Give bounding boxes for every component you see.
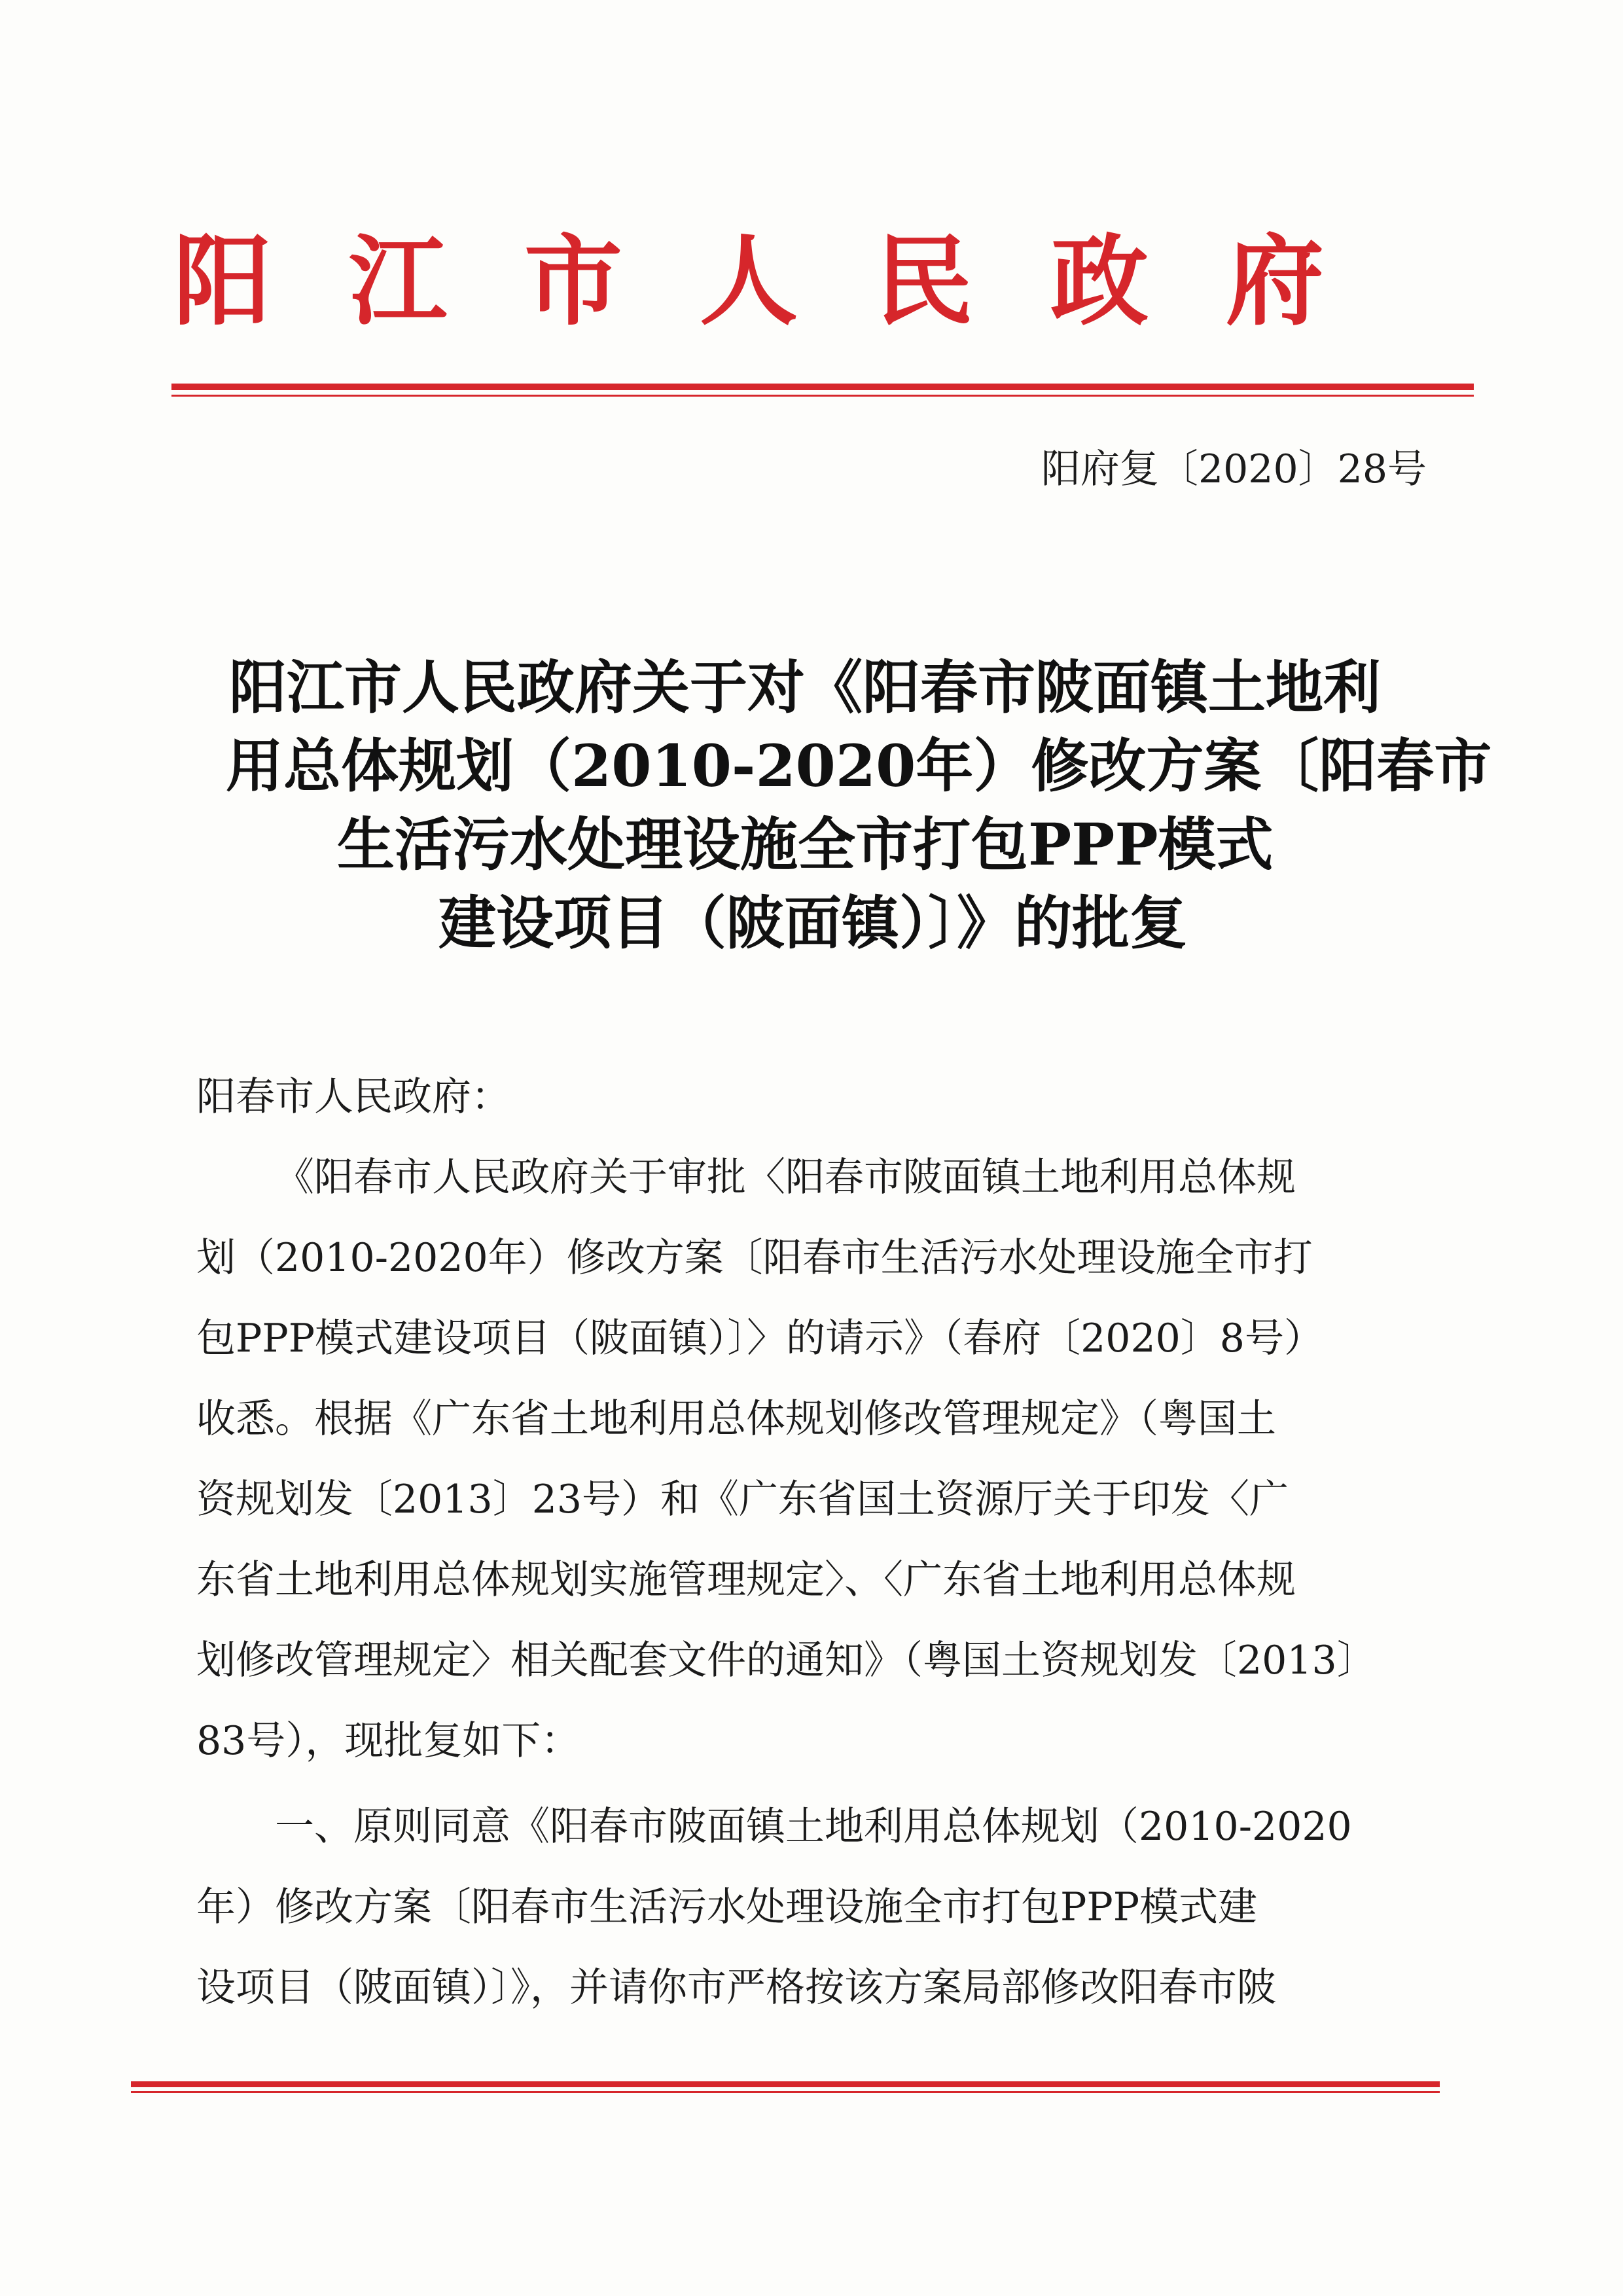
paragraph-line: 资规划发〔2013〕23号）和《广东省国土资源厅关于印发〈广 <box>196 1477 1289 1522</box>
paragraph-line: 年）修改方案〔阳春市生活污水处理设施全市打包PPP模式建 <box>196 1884 1258 1930</box>
paragraph-line: 设项目（陂面镇）〕》，并请你市严格按该方案局部修改阳春市陂 <box>196 1965 1276 2011</box>
masthead-red-rule-thin <box>171 395 1474 397</box>
paragraph-2 <box>196 1787 1427 2028</box>
title-line: 建设项目（陂面镇）〕》的批复 <box>438 889 1188 957</box>
paragraph-1 <box>196 1138 1427 1782</box>
paragraph-line: 划（2010-2020年）修改方案〔阳春市生活污水处理设施全市打 <box>196 1235 1313 1281</box>
masthead-red-rule <box>171 384 1474 390</box>
paragraph-line: 包PPP模式建设项目（陂面镇）〕〉的请示》（春府〔2020〕8号） <box>196 1316 1323 1361</box>
title-line: 阳江市人民政府关于对《阳春市陂面镇土地利 <box>229 653 1382 721</box>
paragraph-line: 一、原则同意《阳春市陂面镇土地利用总体规划（2010-2020 <box>275 1804 1352 1850</box>
document-number: 阳府复〔2020〕28号 <box>1041 446 1427 492</box>
paragraph-line: 东省土地利用总体规划实施管理规定〉、〈广东省土地利用总体规 <box>196 1557 1296 1603</box>
title-line: 用总体规划（2010-2020年）修改方案〔阳春市 <box>226 732 1492 800</box>
paragraph-line: 《阳春市人民政府关于审批〈阳春市陂面镇土地利用总体规 <box>275 1155 1296 1200</box>
document-body <box>196 1057 1427 2028</box>
masthead-title: 阳江市人民政府 <box>173 224 1402 339</box>
footer-red-rule <box>131 2081 1440 2087</box>
footer-red-rule-thin <box>131 2091 1440 2093</box>
paragraph-line: 收悉。根据《广东省土地利用总体规划修改管理规定》（粤国土 <box>196 1396 1276 1442</box>
paragraph-line: 划修改管理规定〉相关配套文件的通知》（粤国土资规划发〔2013〕 <box>196 1638 1376 1683</box>
title-line: 生活污水处理设施全市打包PPP模式 <box>337 810 1274 878</box>
salutation: 阳春市人民政府： <box>196 1074 510 1120</box>
paragraph-line: 83号），现批复如下： <box>196 1718 580 1764</box>
document-title <box>190 648 1492 962</box>
